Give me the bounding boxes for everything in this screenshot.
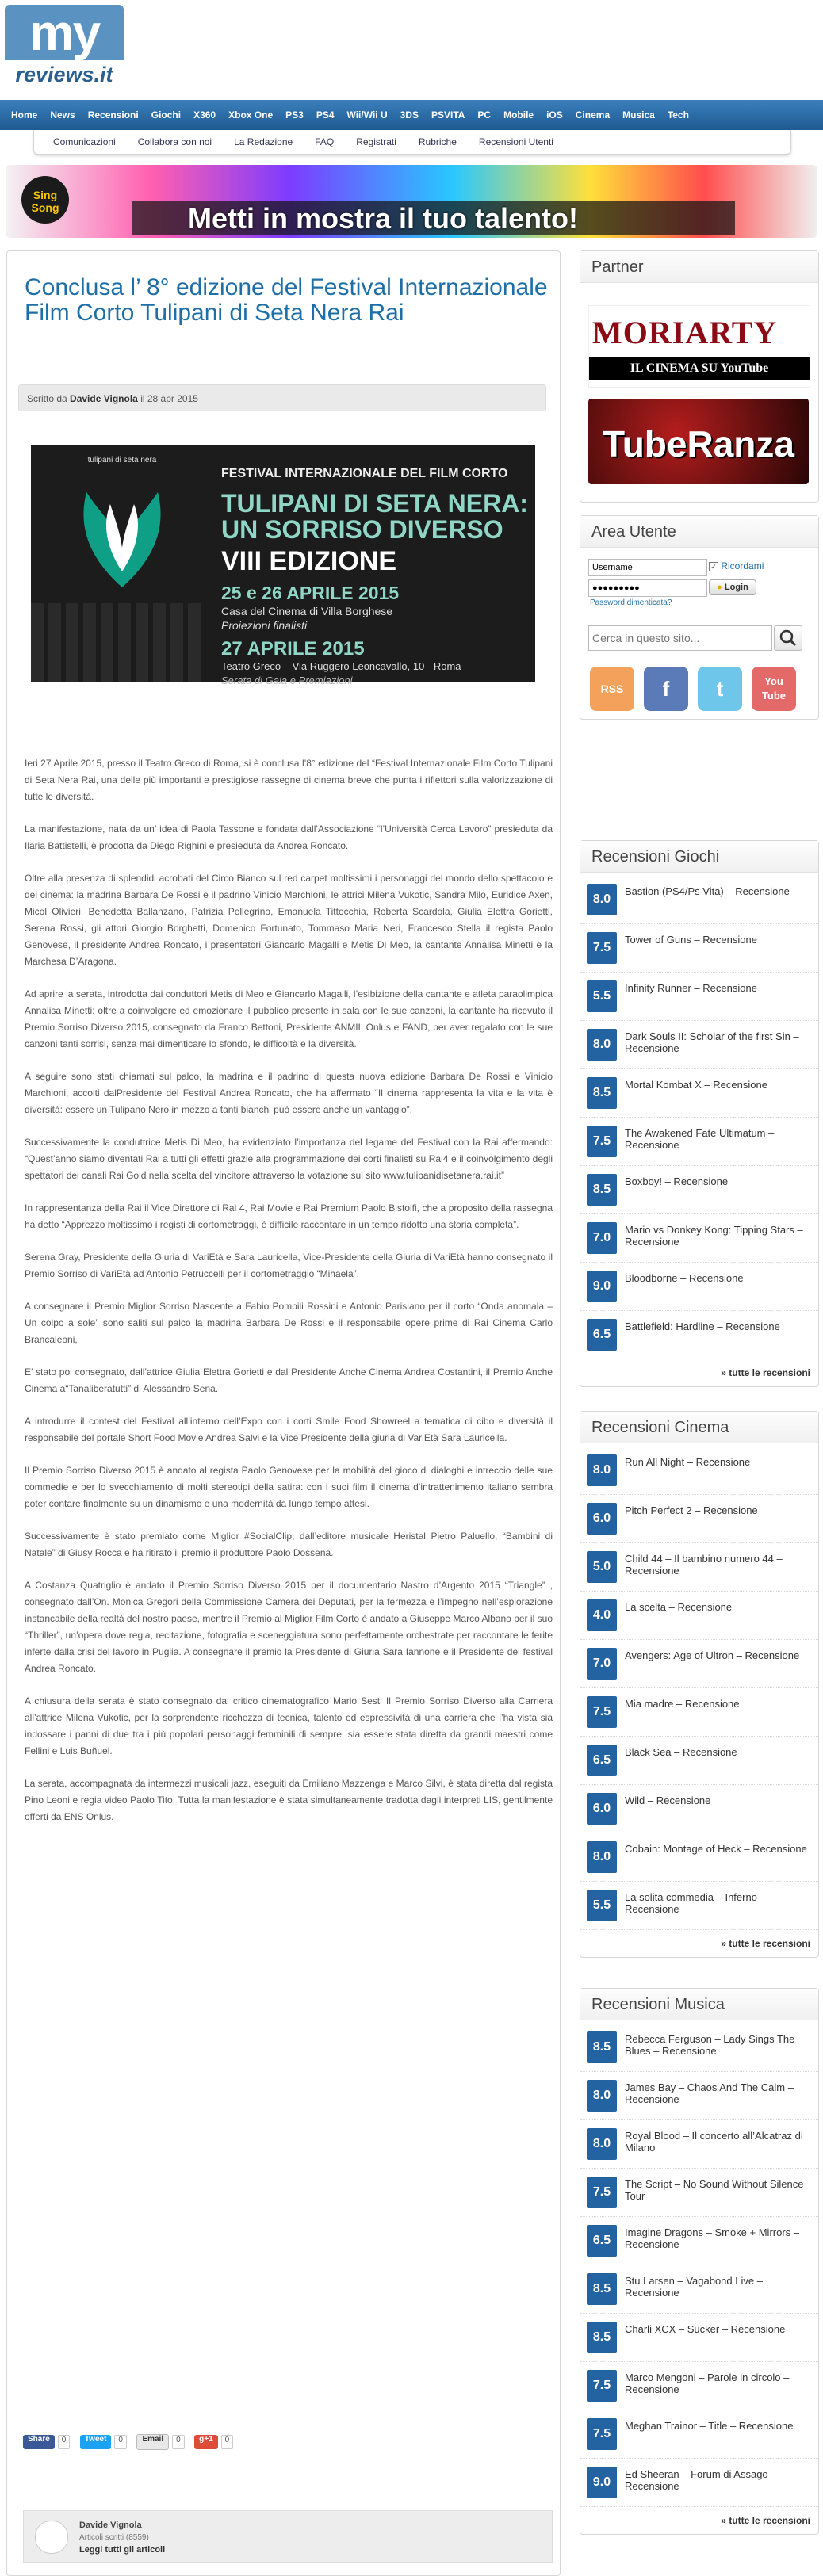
article-paragraph: Successivamente la conduttrice Metis Di Meo, ha evidenziato l’importanza del legame del Festival con la Rai affermando: “Quest’anno siamo diventati Rai a tutti gli effetti grazie alla programmazione dei corti finalisti su Rai4 e il coinvolgimento degli spettatori dei canali Rai Gold nella scelta del vincitore attraverso la votazione sul sito www.tulipanidisetanera.rai.it” xyxy=(25,1137,553,1181)
subnav-item[interactable]: Recensioni Utenti xyxy=(478,136,553,147)
review-score-badge: 7.5 xyxy=(587,1696,617,1728)
subnav-item[interactable]: Comunicazioni xyxy=(53,136,116,147)
nav-item[interactable]: PS3 xyxy=(285,109,304,120)
review-item[interactable] xyxy=(580,1214,818,1263)
review-score-badge: 8.0 xyxy=(587,1841,617,1873)
review-score-badge: 8.0 xyxy=(587,1029,617,1061)
forgot-password-link[interactable]: Password dimenticata? xyxy=(590,598,672,607)
article-paragraph: A consegnare il Premio Miglior Sorriso Nascente a Fabio Pompili Rossini e Antonio Parisiano per il corto “Onda anomala – Un colpo a sole” sono saliti sul palco la madrina Barbara De Rossi e il responsabile opere prime di Rai Cinema Carlo Brancaleoni, xyxy=(25,1301,553,1345)
review-score-badge: 7.0 xyxy=(587,1648,617,1680)
music-reviews-title: Recensioni Musica xyxy=(580,1989,818,2020)
review-item[interactable] xyxy=(580,973,818,1021)
nav-item[interactable]: PS4 xyxy=(316,109,335,120)
tulip-logo-icon xyxy=(71,476,174,595)
review-title[interactable]: Boxboy! – Recensione xyxy=(625,1175,729,1187)
review-title[interactable]: Bastion (PS4/Ps Vita) – Recensione xyxy=(625,885,790,897)
review-score-badge: 6.5 xyxy=(587,1319,617,1351)
nav-item[interactable]: 3DS xyxy=(400,109,419,120)
review-item[interactable] xyxy=(580,2265,818,2314)
article-paragraph: A Costanza Quatriglio è andato il Premio Sorriso Diverso 2015 per il documentario Nastro d’Argento 2015 “Triangle” , consegnato dall’On. Monica Gregori della Commissione Camera dei Deputati, per la fermezza e l’impegno nell’esplorazione instancabile della realtà del nostro paese, mentre il Premio al Miglior Film Corto è andato a Giuseppe Marco Albano per il suo “Thriller”, un’opera dove regia, recitazione, fotografia e sceneggiatura sono perfettamente orchestrate per raccontare le ferite inferte dalla crisi del lavoro in Puglia. A consegnare il premio la Presidente di Giuria Sara Iannone e il Presidente del festival Andrea Roncato. xyxy=(25,1580,553,1674)
review-item[interactable] xyxy=(580,2072,818,2120)
nav-item[interactable]: Tech xyxy=(667,109,689,120)
review-title[interactable]: Dark Souls II: Scholar of the first Sin – Recensione xyxy=(625,1030,799,1054)
review-item[interactable] xyxy=(580,2024,818,2072)
author-box xyxy=(23,2510,553,2563)
review-item[interactable] xyxy=(580,1263,818,1311)
review-item[interactable] xyxy=(580,1833,818,1882)
review-score-badge: 8.5 xyxy=(587,2322,617,2353)
article-paragraph: A seguire sono stati chiamati sul palco, la madrina e il padrino di questa nuova edizione Barbara De Rossi e Vinicio Marchioni, accolti dalPresidente del Festival Andrea Roncato, che ha affermato “Il cinema rappresenta la vita e la vita è diversità: essere un Tulipano Nero in mezzo a tanti bianchi può essere anche un vantaggio”. xyxy=(25,1071,553,1115)
article-paragraph: Ieri 27 Aprile 2015, presso il Teatro Greco di Roma, si è conclusa l’8° edizione del “Festival Internazionale Film Corto Tulipani di Seta Nera Rai, una delle più importanti e prestigiose rassegne di cinema breve che punta i riflettori sulla valorizzazione di tutte le diversità. xyxy=(25,758,553,802)
review-item[interactable] xyxy=(580,1592,818,1640)
review-title[interactable]: Royal Blood – Il concerto all’Alcatraz di Milano xyxy=(625,2130,803,2154)
site-logo[interactable] xyxy=(5,5,125,89)
author-article-count: Articoli scritti (8559) xyxy=(79,2533,149,2542)
review-item[interactable] xyxy=(580,1166,818,1214)
share-bar xyxy=(23,2434,340,2452)
remember-label: Ricordami xyxy=(721,560,764,571)
review-score-badge: 6.5 xyxy=(587,2225,617,2257)
nav-item[interactable]: Xbox One xyxy=(228,109,274,120)
review-item[interactable] xyxy=(580,1118,818,1166)
review-item[interactable] xyxy=(580,1311,818,1359)
review-title[interactable]: Wild – Recensione xyxy=(625,1794,711,1806)
banner-text: Metti in mostra il tuo talento! xyxy=(188,202,578,235)
review-score-badge: 9.0 xyxy=(587,1271,617,1302)
review-item[interactable] xyxy=(580,876,818,924)
review-title[interactable]: Rebecca Ferguson – Lady Sings The Blues – Recensione xyxy=(625,2033,795,2057)
review-title[interactable]: La solita commedia – Inferno – Recensione xyxy=(625,1891,766,1915)
review-score-badge: 8.5 xyxy=(587,1077,617,1109)
poster-line-8: Teatro Greco – Via Ruggero Leoncavallo, 10 - Roma xyxy=(221,660,461,672)
article-container xyxy=(6,250,561,2576)
cinema-reviews-box xyxy=(580,1411,819,1958)
games-reviews-title: Recensioni Giochi xyxy=(580,841,818,873)
logo-my: my xyxy=(5,5,124,60)
nav-item[interactable]: Recensioni xyxy=(87,109,139,120)
logo-reviews: reviews.it xyxy=(15,63,113,86)
article-body xyxy=(25,755,553,1841)
review-item[interactable] xyxy=(580,1495,818,1543)
header xyxy=(0,0,823,94)
games-reviews-box xyxy=(580,840,819,1387)
review-score-badge: 7.5 xyxy=(587,1126,617,1157)
nav-item[interactable]: iOS xyxy=(546,109,563,120)
review-score-badge: 8.5 xyxy=(587,2031,617,2063)
subnav-item[interactable]: FAQ xyxy=(315,136,335,147)
music-reviews-box xyxy=(580,1988,819,2535)
article-paragraph: La manifestazione, nata da un’ idea di Paola Tassone e fondata dall’Associazione “l’Università Cerca Lavoro” presieduta da Ilaria Battistelli, è prodotta da Diego Righini e presieduta da Andrea Roncato. xyxy=(25,824,553,851)
user-area-box xyxy=(580,515,819,720)
login-button[interactable] xyxy=(709,579,756,595)
remember-checkbox[interactable]: ✓ xyxy=(709,562,718,571)
cinema-all-reviews-link[interactable]: » tutte le recensioni xyxy=(721,1938,810,1949)
review-title[interactable]: Charli XCX – Sucker – Recensione xyxy=(625,2323,786,2335)
article-paragraph: Ad aprire la serata, introdotta dai conduttori Metis di Meo e Giancarlo Magalli, l’esibizione della cantante e atleta paraolimpica Annalisa Minetti: oltre a coinvolgere ed emozionare il pubblico presente in sala con le sue canzoni, la cantante ha ricevuto il Premio Sorriso Diverso 2015, consegnato da Franco Bettoni, Presidente ANMIL Onlus e FAND, per aver regalato con le sue canzoni tanti sorrisi, senza mai dimenticare lo sfondo, le difficoltà e la diversità. xyxy=(25,988,553,1049)
review-score-badge: 7.5 xyxy=(587,2370,617,2402)
review-item[interactable] xyxy=(580,1021,818,1069)
review-item[interactable] xyxy=(580,2362,818,2410)
tweet-count: 0 xyxy=(114,2435,127,2449)
subnav-item[interactable]: Collabora con noi xyxy=(137,136,212,147)
search-input[interactable] xyxy=(588,625,772,651)
review-score-badge: 7.5 xyxy=(587,2177,617,2208)
subnav-item[interactable]: Registrati xyxy=(356,136,396,147)
subnav-item[interactable]: Rubriche xyxy=(418,136,457,147)
facebook-icon[interactable]: f xyxy=(644,667,688,711)
review-title[interactable]: Tower of Guns – Recensione xyxy=(625,934,757,946)
username-field[interactable] xyxy=(588,559,707,576)
article-paragraph: E’ stato poi consegnato, dall’attrice Giulia Elettra Gorietti e dal Presidente Anche Cinema Andrea Costantini, il Premio Anche Cinema a“Tanaliberatutti” di Alessandro Sena. xyxy=(25,1366,553,1394)
games-all-reviews-link[interactable]: » tutte le recensioni xyxy=(721,1367,810,1378)
review-title[interactable]: Stu Larsen – Vagabond Live – Recensione xyxy=(625,2275,763,2299)
password-field[interactable] xyxy=(588,579,707,597)
review-title[interactable]: Ed Sheeran – Forum di Assago – Recensione xyxy=(625,2468,777,2492)
partner-box xyxy=(580,250,819,503)
review-title[interactable]: Mario vs Donkey Kong: Tipping Stars – Recensione xyxy=(625,1224,803,1248)
poster-line-4: 25 e 26 APRILE 2015 xyxy=(221,583,400,603)
tweet-button[interactable]: Tweet xyxy=(80,2435,112,2449)
nav-item[interactable]: Musica xyxy=(622,109,655,120)
poster-logo-text: tulipani di seta nera xyxy=(87,456,157,464)
review-score-badge: 8.0 xyxy=(587,1454,617,1486)
nav-item[interactable]: Cinema xyxy=(575,109,611,120)
article-byline xyxy=(18,384,546,411)
gplus-count: 0 xyxy=(221,2435,234,2449)
review-title[interactable]: Cobain: Montage of Heck – Recensione xyxy=(625,1843,807,1855)
nav-item[interactable]: Giochi xyxy=(151,109,182,120)
review-score-badge: 8.0 xyxy=(587,2080,617,2112)
review-score-badge: 6.5 xyxy=(587,1745,617,1776)
poster-line-9: Serata di Gala e Premiazioni xyxy=(221,675,353,686)
email-button[interactable]: Email xyxy=(136,2434,169,2450)
poster-line-6: Proiezioni finalisti xyxy=(221,619,308,632)
review-item[interactable] xyxy=(580,1737,818,1785)
nav-item[interactable]: PSVITA xyxy=(431,109,465,120)
review-item[interactable] xyxy=(580,1688,818,1737)
review-item[interactable] xyxy=(580,2169,818,2217)
review-score-badge: 8.0 xyxy=(587,2128,617,2160)
twitter-icon[interactable]: t xyxy=(698,667,742,711)
subnav-item[interactable]: La Redazione xyxy=(234,136,293,147)
review-score-badge: 5.5 xyxy=(587,980,617,1012)
review-score-badge: 5.5 xyxy=(587,1890,617,1921)
article-paragraph: Oltre alla presenza di splendidi acrobati del Circo Bianco sul red carpet moltissimi i personaggi del mondo dello spettacolo e del cinema: la madrina Barbara De Rossi e il padrino Vinicio Marchioni, le attrici Milena Vukotic, Sandra Milo, Euridice Axen, Micol Olivieri, Benedetta Ballanzano, Patrizia Pellegrino, Emanuela Tittocchia, Roberta Scardola, Giulia Elettra Gorietti, Serena Rossi, gli attori Giorgio Borghetti, Domenico Fortunato, Tommaso Maria Neri, Francesco Stella il regista Paolo Genovese, il presidente Andrea Roncato, i presentatori Giancarlo Magalli e Metis Di Meo, la cantante Annalisa Minetti e la Marchesa D’Aragona. xyxy=(25,873,553,967)
review-title[interactable]: Bloodborne – Recensione xyxy=(625,1272,744,1284)
review-score-badge: 5.0 xyxy=(587,1551,617,1583)
poster-line-5: Casa del Cinema di Villa Borghese xyxy=(221,605,393,617)
login-label: Login xyxy=(724,583,748,592)
partner-tuberanza-banner[interactable] xyxy=(588,399,809,484)
article-paragraph: In rappresentanza della Rai il Vice Direttore di Rai 4, Rai Movie e Rai Premium Paolo Bistolfi, che a proposito della rassegna ha detto “Apprezzo moltissimo i registi di cortometraggi, è difficile raccontare in un tempo ridotto una storia completa”. xyxy=(25,1202,553,1230)
search-icon xyxy=(775,626,802,650)
review-score-badge: 7.5 xyxy=(587,932,617,964)
review-score-badge: 6.0 xyxy=(587,1503,617,1535)
article-paragraph: A introdurre il contest del Festival all’interno dell’Expo con i corti Smile Food Showreel a tematica di cibo e diversità il responsabile del portale Short Food Movie Andrea Salvi e la Vice Presidente della giuria di VariEtà Sara Lauricella. xyxy=(25,1416,553,1443)
moriarty-main: MORIARTY xyxy=(592,315,776,350)
review-title[interactable]: La scelta – Recensione xyxy=(625,1601,733,1613)
review-item[interactable] xyxy=(580,1640,818,1688)
login-icon: ● xyxy=(717,583,722,592)
review-title[interactable]: Imagine Dragons – Smoke + Mirrors – Recensione xyxy=(625,2226,800,2250)
review-title[interactable]: Run All Night – Recensione xyxy=(625,1456,751,1468)
nav-item[interactable]: Wii/Wii U xyxy=(346,109,388,120)
article-paragraph: Successivamente è stato premiato come Miglior #SocialClip, dall’editore musicale Heristal Pietro Paluello, “Bambini di Natale” di Giusy Rocca e ha ritirato il premio il produttore Paolo Dossena. xyxy=(25,1531,553,1558)
nav-item[interactable]: X360 xyxy=(193,109,216,120)
main-nav xyxy=(0,100,823,130)
review-title[interactable]: Mia madre – Recensione xyxy=(625,1698,740,1710)
remember-me[interactable] xyxy=(709,560,764,571)
music-all-reviews-link[interactable]: » tutte le recensioni xyxy=(721,2515,810,2526)
search-button[interactable] xyxy=(774,625,802,651)
social-icons xyxy=(590,667,812,711)
review-title[interactable]: Avengers: Age of Ultron – Recensione xyxy=(625,1649,800,1661)
poster-line-7: 27 APRILE 2015 xyxy=(221,638,365,659)
byline-date: il 28 apr 2015 xyxy=(140,393,198,404)
partner-title: Partner xyxy=(580,251,818,283)
youtube-icon[interactable]: You Tube xyxy=(752,667,796,711)
email-count: 0 xyxy=(172,2435,185,2449)
review-title[interactable]: Marco Mengoni – Parole in circolo – Recensione xyxy=(625,2372,790,2395)
poster-line-1: FESTIVAL INTERNAZIONALE DEL FILM CORTO xyxy=(221,467,508,480)
review-score-badge: 9.0 xyxy=(587,2467,617,2498)
cinema-reviews-title: Recensioni Cinema xyxy=(580,1412,818,1443)
review-score-badge: 6.0 xyxy=(587,1793,617,1825)
poster-filmstrip xyxy=(31,603,205,682)
review-item[interactable] xyxy=(580,1069,818,1118)
banner-brand-logo: Sing Song xyxy=(21,176,69,224)
review-item[interactable] xyxy=(580,2459,818,2507)
review-score-badge: 8.5 xyxy=(587,1174,617,1206)
rss-icon[interactable]: RSS xyxy=(590,667,634,711)
review-score-badge: 4.0 xyxy=(587,1599,617,1631)
author-all-articles-link[interactable]: Leggi tutti gli articoli xyxy=(79,2545,166,2555)
author-name[interactable]: Davide Vignola xyxy=(79,2521,142,2530)
user-area-title: Area Utente xyxy=(580,516,818,548)
review-item[interactable] xyxy=(580,2410,818,2459)
article-paragraph: Serena Gray, Presidente della Giuria di VariEtà e Sara Lauricella, Vice-Presidente della Giuria di VariEtà hanno consegnato il Premio Sorriso di VariEtà ad Antonio Petruccelli per il cortometraggio “Mihaela”. xyxy=(25,1252,553,1279)
review-score-badge: 8.0 xyxy=(587,884,617,915)
review-score-badge: 8.5 xyxy=(587,2273,617,2305)
review-title[interactable]: Mortal Kombat X – Recensione xyxy=(625,1079,767,1091)
review-title[interactable]: Meghan Trainor – Title – Recensione xyxy=(625,2420,794,2432)
sub-nav xyxy=(33,130,791,155)
review-title[interactable]: Infinity Runner – Recensione xyxy=(625,982,757,994)
nav-item[interactable]: News xyxy=(50,109,75,120)
review-title[interactable]: Battlefield: Hardline – Recensione xyxy=(625,1320,780,1332)
article-paragraph: Il Premio Sorriso Diverso 2015 è andato al regista Paolo Genovese per la mobilità del gioco di dialoghi e intreccio delle sue commedie e per lo svecchiamento di molti stereotipi della satira: con i suoi film il cinema d’intrattenimento italiano sembra poter contare finalmente su un dinamismo e una modernità da lungo tempo attesi. xyxy=(25,1465,553,1509)
nav-item[interactable]: Mobile xyxy=(503,109,534,120)
tuberanza-title: TubeRanza xyxy=(603,423,794,464)
review-title[interactable]: Black Sea – Recensione xyxy=(625,1746,737,1758)
moriarty-subtitle: IL CINEMA SU YouTube xyxy=(589,357,810,380)
article-title[interactable]: Conclusa l’ 8° edizione del Festival Internazionale Film Corto Tulipani di Seta Nera Rai xyxy=(25,274,548,326)
review-item[interactable] xyxy=(580,1882,818,1930)
review-score-badge: 7.5 xyxy=(587,2418,617,2450)
review-item[interactable] xyxy=(580,2217,818,2265)
review-title[interactable]: James Bay – Chaos And The Calm – Recensione xyxy=(625,2081,794,2105)
review-item[interactable] xyxy=(580,2314,818,2362)
review-item[interactable] xyxy=(580,924,818,973)
nav-item[interactable]: PC xyxy=(477,109,492,120)
poster-line-3: VIII EDIZIONE xyxy=(221,546,397,576)
article-paragraph: A chiusura della serata è stato consegnato dal critico cinematografico Mario Sesti Il Premio Sorriso Diverso alla Carriera all’attrice Milena Vukotic, per la sorprendente ricchezza di tecnica, talento ed espressività di una carriera che l’ha vista sia indossare i panni di due tra i più popolari personaggi femminili di sempre, sia essere stata diretta da grandi maestri come Fellini e Luis Buñuel. xyxy=(25,1695,553,1756)
review-title[interactable]: The Script – No Sound Without Silence Tour xyxy=(625,2178,804,2202)
facebook-share-button[interactable]: Share xyxy=(23,2435,55,2449)
review-title[interactable]: The Awakened Fate Ultimatum – Recensione xyxy=(625,1127,775,1151)
review-item[interactable] xyxy=(580,1543,818,1592)
review-item[interactable] xyxy=(580,1785,818,1833)
gplus-button[interactable]: g+1 xyxy=(194,2435,218,2449)
review-item[interactable] xyxy=(580,1447,818,1495)
review-title[interactable]: Pitch Perfect 2 – Recensione xyxy=(625,1504,758,1516)
review-item[interactable] xyxy=(580,2120,818,2169)
byline-prefix: Scritto da xyxy=(27,393,67,404)
author-avatar xyxy=(35,2521,68,2554)
facebook-count: 0 xyxy=(58,2435,71,2449)
article-poster-image xyxy=(31,445,535,686)
nav-item[interactable]: Home xyxy=(11,109,38,120)
poster-line-2: TULIPANI DI SETA NERA: UN SORRISO DIVERSO xyxy=(221,489,528,544)
review-score-badge: 7.0 xyxy=(587,1222,617,1254)
byline-author[interactable]: Davide Vignola xyxy=(70,393,138,404)
review-title[interactable]: Child 44 – Il bambino numero 44 – Recensione xyxy=(625,1553,783,1577)
promo-banner[interactable] xyxy=(6,165,817,238)
partner-moriarty-banner[interactable] xyxy=(588,305,810,388)
article-paragraph: La serata, accompagnata da intermezzi musicali jazz, eseguiti da Emiliano Mazzenga e Marco Silvi, è stata diretta dal regista Pino Leoni e regia video Paolo Tito. Tutta la manifestazione è stata simultaneamente tradotta dagli interpreti LIS, gentilmente offerti da ENS Onlus. xyxy=(25,1778,553,1822)
